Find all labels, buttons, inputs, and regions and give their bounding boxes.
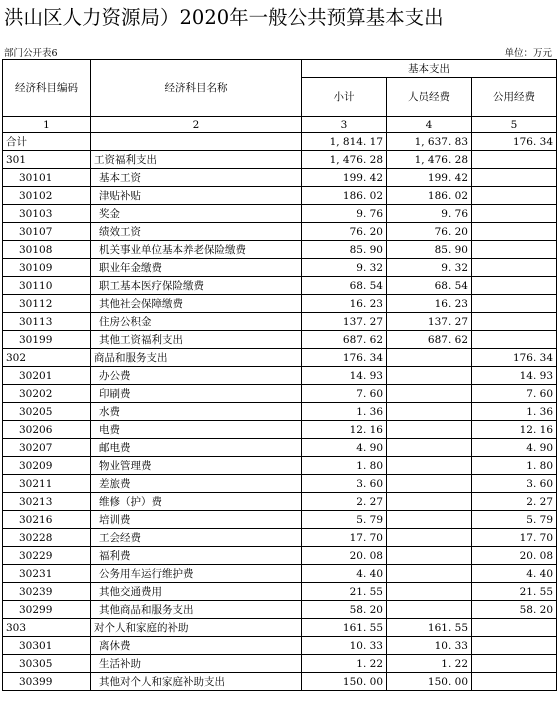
table-row bbox=[3, 367, 557, 385]
cell-personnel bbox=[387, 493, 472, 511]
cell-code: 30206 bbox=[3, 421, 91, 439]
cell-subtotal: 2. 27 bbox=[302, 493, 387, 511]
cell-public: 176. 34 bbox=[472, 349, 557, 367]
table-row bbox=[3, 277, 557, 295]
cell-public bbox=[472, 655, 557, 673]
cell-name: 培训费 bbox=[91, 511, 302, 529]
cell-personnel bbox=[387, 529, 472, 547]
index-cell: 5 bbox=[472, 117, 557, 133]
cell-name: 机关事业单位基本养老保险缴费 bbox=[91, 241, 302, 259]
cell-subtotal: 176. 34 bbox=[302, 349, 387, 367]
cell-subtotal: 186. 02 bbox=[302, 187, 387, 205]
cell-name: 奖金 bbox=[91, 205, 302, 223]
cell-personnel: 161. 55 bbox=[387, 619, 472, 637]
table-row bbox=[3, 529, 557, 547]
cell-code: 30213 bbox=[3, 493, 91, 511]
table-row bbox=[3, 331, 557, 349]
cell-code: 30109 bbox=[3, 259, 91, 277]
unit-label: 单位：万元 bbox=[504, 48, 552, 59]
cell-personnel: 150. 00 bbox=[387, 673, 472, 691]
cell-code: 30202 bbox=[3, 385, 91, 403]
cell-name: 邮电费 bbox=[91, 439, 302, 457]
cell-code: 302 bbox=[3, 349, 91, 367]
table-row bbox=[3, 259, 557, 277]
cell-code: 30305 bbox=[3, 655, 91, 673]
cell-personnel: 1. 22 bbox=[387, 655, 472, 673]
cell-code: 30113 bbox=[3, 313, 91, 331]
table-number: 部门公开表6 bbox=[4, 48, 58, 59]
cell-personnel: 137. 27 bbox=[387, 313, 472, 331]
cell-code: 30231 bbox=[3, 565, 91, 583]
table-row bbox=[3, 295, 557, 313]
cell-public: 4. 40 bbox=[472, 565, 557, 583]
cell-subtotal: 9. 76 bbox=[302, 205, 387, 223]
table-row bbox=[3, 349, 557, 367]
cell-personnel: 9. 32 bbox=[387, 259, 472, 277]
cell-personnel: 85. 90 bbox=[387, 241, 472, 259]
cell-public: 7. 60 bbox=[472, 385, 557, 403]
cell-code: 30207 bbox=[3, 439, 91, 457]
header-code: 经济科目编码 bbox=[3, 60, 91, 117]
header-personnel: 人员经费 bbox=[387, 78, 472, 117]
cell-code: 30101 bbox=[3, 169, 91, 187]
cell-name: 其他交通费用 bbox=[91, 583, 302, 601]
cell-subtotal: 14. 93 bbox=[302, 367, 387, 385]
cell-personnel bbox=[387, 439, 472, 457]
cell-code: 30205 bbox=[3, 403, 91, 421]
table-row bbox=[3, 475, 557, 493]
header-name: 经济科目名称 bbox=[91, 60, 302, 117]
cell-public bbox=[472, 205, 557, 223]
cell-name: 基本工资 bbox=[91, 169, 302, 187]
cell-code: 30239 bbox=[3, 583, 91, 601]
cell-name: 公务用车运行维护费 bbox=[91, 565, 302, 583]
cell-subtotal: 150. 00 bbox=[302, 673, 387, 691]
cell-public: 1. 36 bbox=[472, 403, 557, 421]
cell-name: 对个人和家庭的补助 bbox=[91, 619, 302, 637]
table-row bbox=[3, 637, 557, 655]
cell-public: 2. 27 bbox=[472, 493, 557, 511]
cell-code: 30110 bbox=[3, 277, 91, 295]
cell-personnel bbox=[387, 583, 472, 601]
cell-public bbox=[472, 673, 557, 691]
cell-name: 职工基本医疗保险缴费 bbox=[91, 277, 302, 295]
cell-personnel: 687. 62 bbox=[387, 331, 472, 349]
cell-public: 5. 79 bbox=[472, 511, 557, 529]
table-row bbox=[3, 439, 557, 457]
cell-personnel: 76. 20 bbox=[387, 223, 472, 241]
cell-public: 4. 90 bbox=[472, 439, 557, 457]
cell-name: 其他工资福利支出 bbox=[91, 331, 302, 349]
cell-name: 印刷费 bbox=[91, 385, 302, 403]
table-row bbox=[3, 205, 557, 223]
cell-public bbox=[472, 637, 557, 655]
cell-name: 工资福利支出 bbox=[91, 151, 302, 169]
cell-code: 30211 bbox=[3, 475, 91, 493]
cell-subtotal: 1. 80 bbox=[302, 457, 387, 475]
cell-subtotal: 1. 36 bbox=[302, 403, 387, 421]
table-row bbox=[3, 565, 557, 583]
cell-public: 3. 60 bbox=[472, 475, 557, 493]
cell-code: 30229 bbox=[3, 547, 91, 565]
index-cell: 4 bbox=[387, 117, 472, 133]
cell-public: 20. 08 bbox=[472, 547, 557, 565]
table-row bbox=[3, 151, 557, 169]
cell-personnel: 16. 23 bbox=[387, 295, 472, 313]
cell-code: 30102 bbox=[3, 187, 91, 205]
cell-name: 电费 bbox=[91, 421, 302, 439]
table-row bbox=[3, 457, 557, 475]
cell-public bbox=[472, 313, 557, 331]
table-row bbox=[3, 511, 557, 529]
cell-subtotal: 68. 54 bbox=[302, 277, 387, 295]
cell-code: 301 bbox=[3, 151, 91, 169]
cell-personnel bbox=[387, 349, 472, 367]
cell-code: 30209 bbox=[3, 457, 91, 475]
cell-subtotal: 76. 20 bbox=[302, 223, 387, 241]
table-row bbox=[3, 655, 557, 673]
cell-subtotal: 12. 16 bbox=[302, 421, 387, 439]
cell-code: 30399 bbox=[3, 673, 91, 691]
cell-subtotal: 199. 42 bbox=[302, 169, 387, 187]
cell-personnel: 199. 42 bbox=[387, 169, 472, 187]
table-row bbox=[3, 547, 557, 565]
cell-personnel: 1, 476. 28 bbox=[387, 151, 472, 169]
table-row bbox=[3, 169, 557, 187]
cell-code: 30201 bbox=[3, 367, 91, 385]
cell-subtotal: 17. 70 bbox=[302, 529, 387, 547]
cell-personnel bbox=[387, 421, 472, 439]
cell-personnel bbox=[387, 547, 472, 565]
index-cell: 3 bbox=[302, 117, 387, 133]
header-basic: 基本支出 bbox=[302, 60, 557, 78]
table-row bbox=[3, 403, 557, 421]
cell-personnel: 1, 637. 83 bbox=[387, 133, 472, 151]
cell-personnel bbox=[387, 565, 472, 583]
cell-code: 合计 bbox=[3, 133, 91, 151]
cell-code: 303 bbox=[3, 619, 91, 637]
table-row bbox=[3, 133, 557, 151]
table-row bbox=[3, 241, 557, 259]
cell-subtotal: 4. 90 bbox=[302, 439, 387, 457]
table-row bbox=[3, 223, 557, 241]
cell-name: 津贴补贴 bbox=[91, 187, 302, 205]
cell-code: 30112 bbox=[3, 295, 91, 313]
cell-name: 住房公积金 bbox=[91, 313, 302, 331]
cell-public bbox=[472, 169, 557, 187]
table-row bbox=[3, 421, 557, 439]
cell-code: 30301 bbox=[3, 637, 91, 655]
cell-code: 30199 bbox=[3, 331, 91, 349]
cell-name: 福利费 bbox=[91, 547, 302, 565]
cell-public: 176. 34 bbox=[472, 133, 557, 151]
cell-public bbox=[472, 259, 557, 277]
cell-name: 办公费 bbox=[91, 367, 302, 385]
cell-personnel bbox=[387, 403, 472, 421]
cell-name: 差旅费 bbox=[91, 475, 302, 493]
table-row bbox=[3, 493, 557, 511]
cell-subtotal: 3. 60 bbox=[302, 475, 387, 493]
cell-name: 物业管理费 bbox=[91, 457, 302, 475]
cell-subtotal: 137. 27 bbox=[302, 313, 387, 331]
cell-public bbox=[472, 151, 557, 169]
cell-personnel: 186. 02 bbox=[387, 187, 472, 205]
cell-personnel bbox=[387, 601, 472, 619]
table-body bbox=[3, 133, 557, 691]
cell-personnel: 10. 33 bbox=[387, 637, 472, 655]
cell-subtotal: 85. 90 bbox=[302, 241, 387, 259]
table-row bbox=[3, 187, 557, 205]
cell-personnel bbox=[387, 475, 472, 493]
cell-name: 其他社会保障缴费 bbox=[91, 295, 302, 313]
cell-public bbox=[472, 277, 557, 295]
cell-code: 30103 bbox=[3, 205, 91, 223]
cell-subtotal: 9. 32 bbox=[302, 259, 387, 277]
cell-name: 绩效工资 bbox=[91, 223, 302, 241]
cell-name: 商品和服务支出 bbox=[91, 349, 302, 367]
header-index-row bbox=[3, 117, 557, 133]
budget-table bbox=[2, 59, 557, 691]
table-row bbox=[3, 601, 557, 619]
cell-subtotal: 58. 20 bbox=[302, 601, 387, 619]
cell-name: 水费 bbox=[91, 403, 302, 421]
cell-name: 其他对个人和家庭补助支出 bbox=[91, 673, 302, 691]
header-public: 公用经费 bbox=[472, 78, 557, 117]
cell-subtotal: 1, 476. 28 bbox=[302, 151, 387, 169]
cell-public bbox=[472, 295, 557, 313]
cell-name: 其他商品和服务支出 bbox=[91, 601, 302, 619]
cell-name: 工会经费 bbox=[91, 529, 302, 547]
cell-personnel bbox=[387, 367, 472, 385]
cell-code: 30228 bbox=[3, 529, 91, 547]
cell-public bbox=[472, 241, 557, 259]
cell-public: 1. 80 bbox=[472, 457, 557, 475]
cell-public bbox=[472, 619, 557, 637]
index-cell: 2 bbox=[91, 117, 302, 133]
cell-name bbox=[91, 133, 302, 151]
cell-personnel bbox=[387, 385, 472, 403]
cell-code: 30108 bbox=[3, 241, 91, 259]
cell-public: 14. 93 bbox=[472, 367, 557, 385]
cell-public bbox=[472, 331, 557, 349]
cell-personnel: 9. 76 bbox=[387, 205, 472, 223]
cell-public: 58. 20 bbox=[472, 601, 557, 619]
cell-subtotal: 1, 814. 17 bbox=[302, 133, 387, 151]
cell-subtotal: 161. 55 bbox=[302, 619, 387, 637]
cell-public bbox=[472, 223, 557, 241]
cell-name: 维修（护）费 bbox=[91, 493, 302, 511]
cell-public: 17. 70 bbox=[472, 529, 557, 547]
cell-name: 职业年金缴费 bbox=[91, 259, 302, 277]
cell-subtotal: 4. 40 bbox=[302, 565, 387, 583]
header-subtotal: 小计 bbox=[302, 78, 387, 117]
cell-subtotal: 7. 60 bbox=[302, 385, 387, 403]
cell-code: 30216 bbox=[3, 511, 91, 529]
cell-personnel bbox=[387, 457, 472, 475]
table-row bbox=[3, 313, 557, 331]
cell-public bbox=[472, 187, 557, 205]
table-row bbox=[3, 385, 557, 403]
cell-subtotal: 16. 23 bbox=[302, 295, 387, 313]
cell-public: 21. 55 bbox=[472, 583, 557, 601]
cell-subtotal: 21. 55 bbox=[302, 583, 387, 601]
table-row bbox=[3, 673, 557, 691]
page-title: 洪山区人力资源局）2020年一般公共预算基本支出 bbox=[4, 6, 444, 29]
cell-subtotal: 20. 08 bbox=[302, 547, 387, 565]
cell-code: 30299 bbox=[3, 601, 91, 619]
cell-code: 30107 bbox=[3, 223, 91, 241]
table-row bbox=[3, 583, 557, 601]
cell-public: 12. 16 bbox=[472, 421, 557, 439]
cell-name: 离休费 bbox=[91, 637, 302, 655]
cell-name: 生活补助 bbox=[91, 655, 302, 673]
cell-subtotal: 10. 33 bbox=[302, 637, 387, 655]
table-row bbox=[3, 619, 557, 637]
index-cell: 1 bbox=[3, 117, 91, 133]
cell-subtotal: 687. 62 bbox=[302, 331, 387, 349]
cell-personnel: 68. 54 bbox=[387, 277, 472, 295]
cell-subtotal: 5. 79 bbox=[302, 511, 387, 529]
cell-personnel bbox=[387, 511, 472, 529]
cell-subtotal: 1. 22 bbox=[302, 655, 387, 673]
